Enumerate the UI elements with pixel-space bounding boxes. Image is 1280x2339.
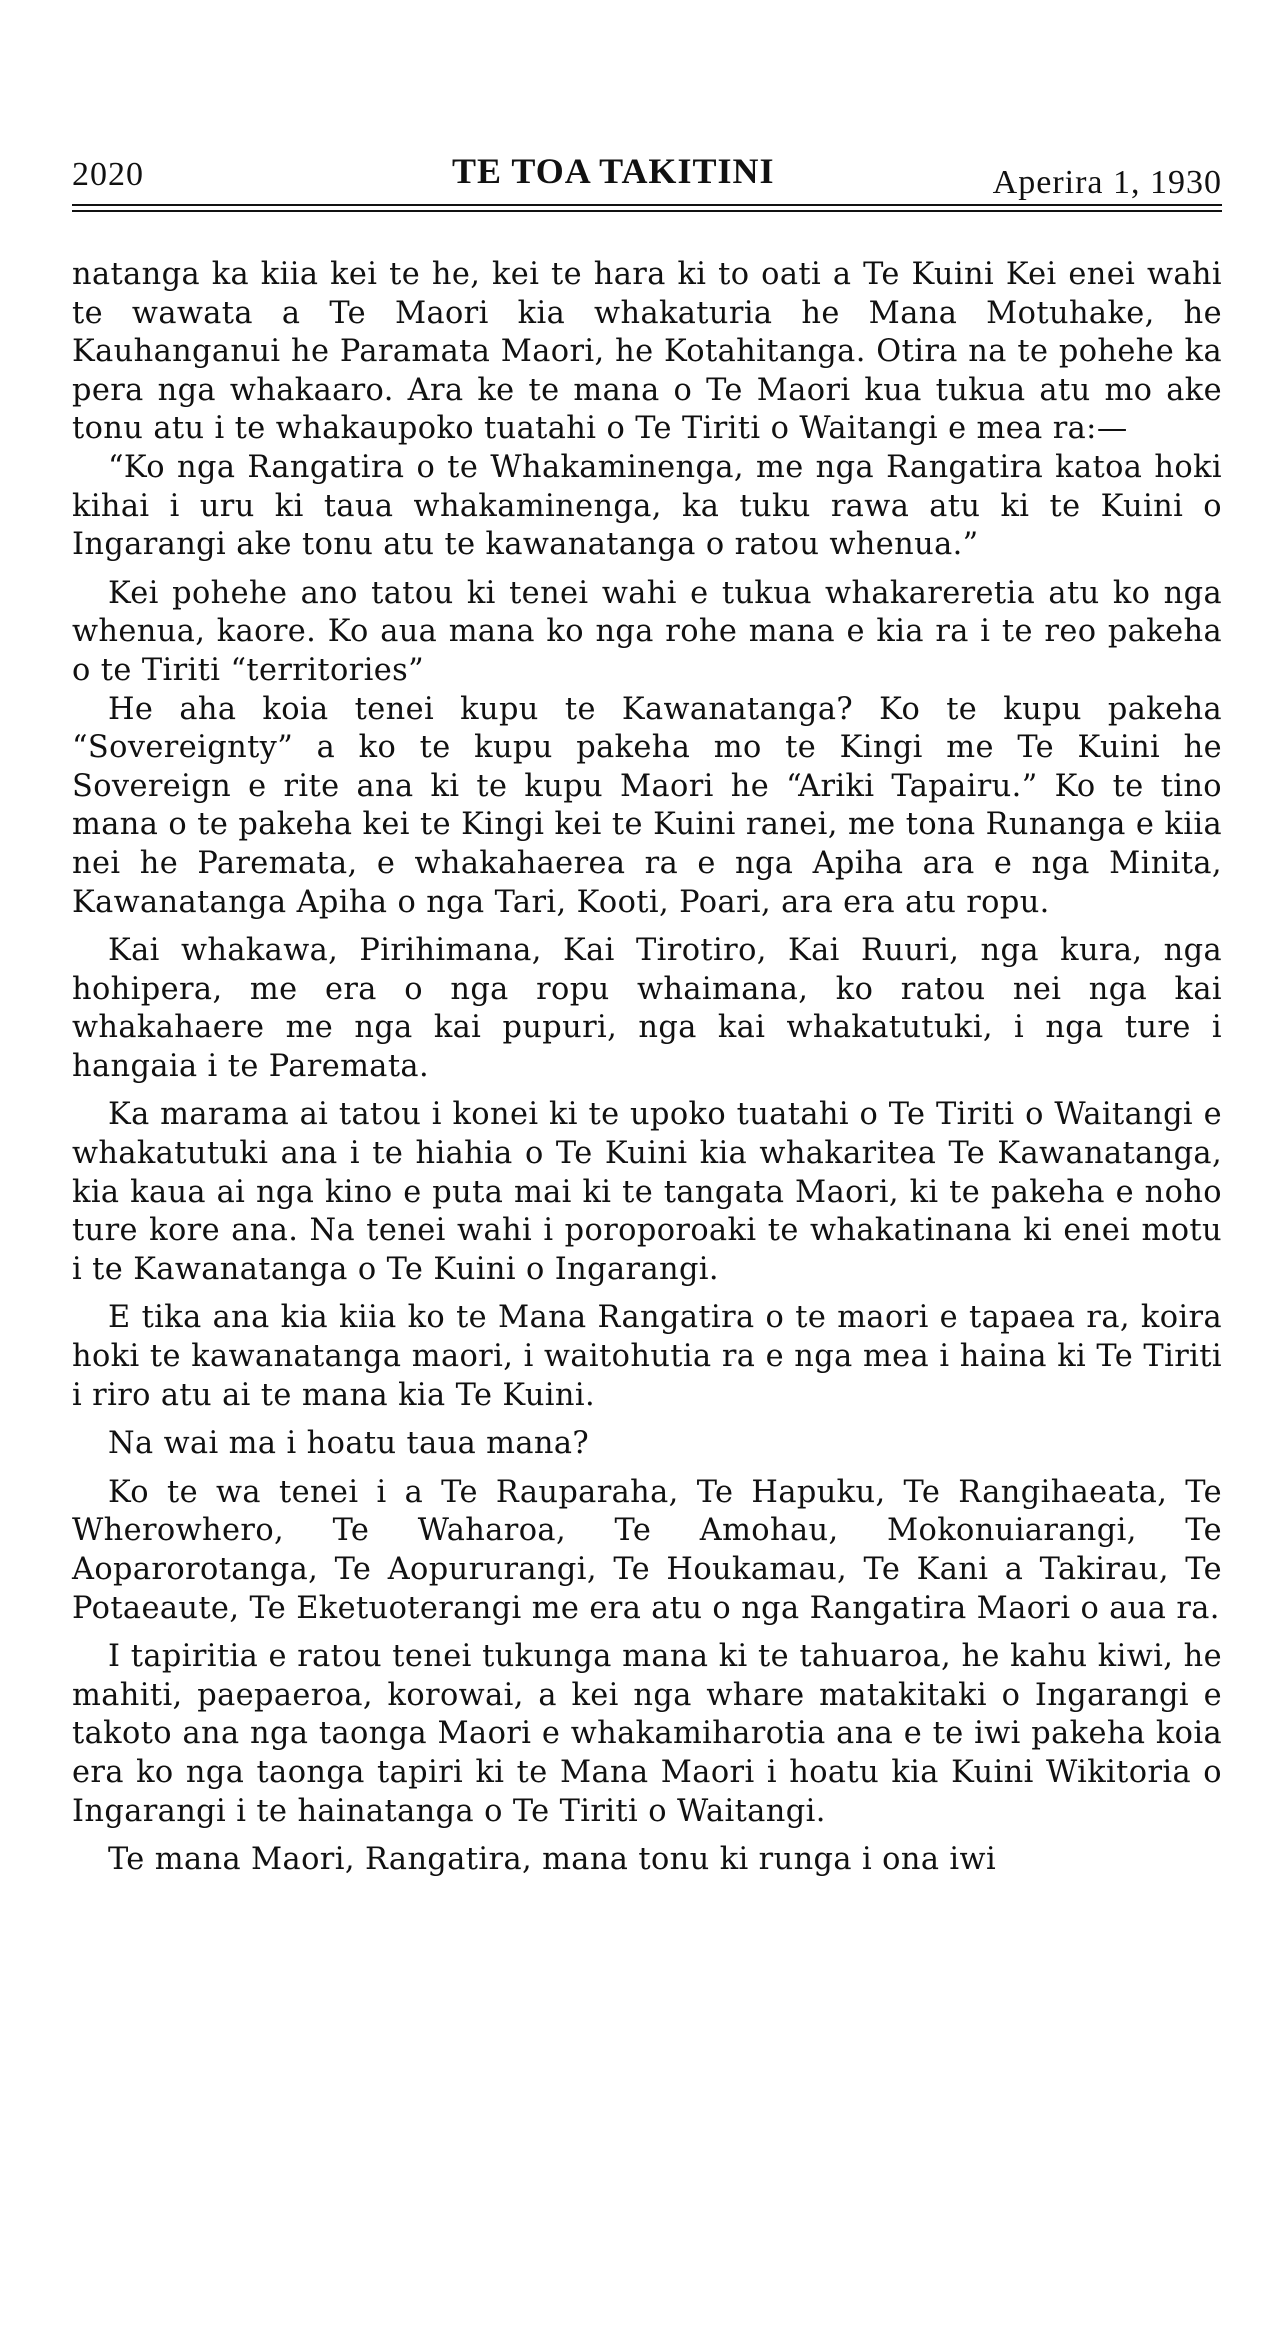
paragraph: Na wai ma i hoatu taua mana?: [108, 1426, 590, 1462]
header-rule-bottom: [72, 210, 1222, 212]
paragraph: Kai whakawa, Pirihimana, Kai Tirotiro, Kai Ruuri, nga kura, nga hohipera, me era o nga ropu whaimana, ko ratou nei nga kai whakahaere me nga kai pupuri, nga kai whakatutuki, i nga ture i hangaia i te Paremata.: [72, 933, 1222, 1084]
paragraph: He aha koia tenei kupu te Kawanatanga? Ko te kupu pakeha “Sovereignty” a ko te kupu pakeha mo te Kingi me Te Kuini he Sovereign e rite ana ki te kupu Maori he “Ariki Tapairu.” Ko te tino mana o te pakeha kei te Kingi kei te Kuini ranei, me tona Runanga e kiia nei he Paremata, e whakahaerea ra e nga Apiha ara e nga Minita, Kawanatanga Apiha o nga Tari, Kooti, Poari, ara era atu ropu.: [72, 691, 1222, 920]
page-header: [72, 150, 1222, 210]
document-page: [72, 150, 1222, 1880]
paragraph: Ko te wa tenei i a Te Rauparaha, Te Hapuku, Te Rangihaeata, Te Wherowhero, Te Waharoa, Te Amohau, Mokonuiarangi, Te Aoparorotanga, Te Aopururangi, Te Houkamau, Te Kani a Takirau, Te Potaeaute, Te Eketuoterangi me era atu o nga Rangatira Maori o aua ra.: [72, 1474, 1222, 1626]
paragraph: Ka marama ai tatou i konei ki te upoko tuatahi o Te Tiriti o Waitangi e whakatutuki ana i te hiahia o Te Kuini kia whakaritea Te Kawanatanga, kia kaua ai nga kino e puta mai ki te tangata Maori, ki te pakeha e noho ture kore ana. Na tenei wahi i poroporoaki te whakatinana ki enei motu i te Kawanatanga o Te Kuini o Ingarangi.: [72, 1097, 1222, 1287]
page-number: 2020: [72, 156, 144, 193]
paragraph: I tapiritia e ratou tenei tukunga mana ki te tahuaroa, he kahu kiwi, he mahiti, paepaeroa, korowai, a kei nga whare matakitaki o Ingarangi e takoto ana nga taonga Maori e whakamiharotia ana e te iwi pakeha koia era ko nga taonga tapiri ki te Mana Maori i hoatu kia Kuini Wikitoria o Ingarangi i te hainatanga o Te Tiriti o Waitangi.: [72, 1639, 1222, 1829]
header-rule-top: [72, 204, 1222, 206]
publication-title: TE TOA TAKITINI: [452, 151, 775, 191]
quoted-treaty-article: “Ko nga Rangatira o te Whakaminenga, me nga Rangatira katoa hoki kihai i uru ki taua whakaminenga, ka tuku rawa atu ki te Kuini o Ingarangi ake tonu atu te kawanatanga o ratou whenua.”: [72, 449, 1222, 563]
paragraph: Te mana Maori, Rangatira, mana tonu ki runga i ona iwi: [108, 1842, 997, 1878]
article-body: [72, 210, 1222, 1880]
paragraph: Kei pohehe ano tatou ki tenei wahi e tukua whakareretia atu ko nga whenua, kaore. Ko aua mana ko nga rohe mana e kia ra i te reo pakeha o te Tiriti “territories”: [72, 575, 1222, 688]
paragraph: natanga ka kiia kei te he, kei te hara ki to oati a Te Kuini Kei enei wahi te wawata a Te Maori kia whakaturia he Mana Motuhake, he Kauhanganui he Paramata Maori, he Kotahitanga. Otira na te pohehe ka pera nga whakaaro. Ara ke te mana o Te Maori kua tukua atu mo ake tonu atu i te whakaupoko tuatahi o Te Tiriti o Waitangi e mea ra:—: [72, 257, 1222, 447]
issue-date: Aperira 1, 1930: [992, 164, 1222, 201]
paragraph: E tika ana kia kiia ko te Mana Rangatira o te maori e tapaea ra, koira hoki te kawanatanga maori, i waitohutia ra e nga mea i haina ki Te Tiriti i riro atu ai te mana kia Te Kuini.: [72, 1300, 1222, 1413]
